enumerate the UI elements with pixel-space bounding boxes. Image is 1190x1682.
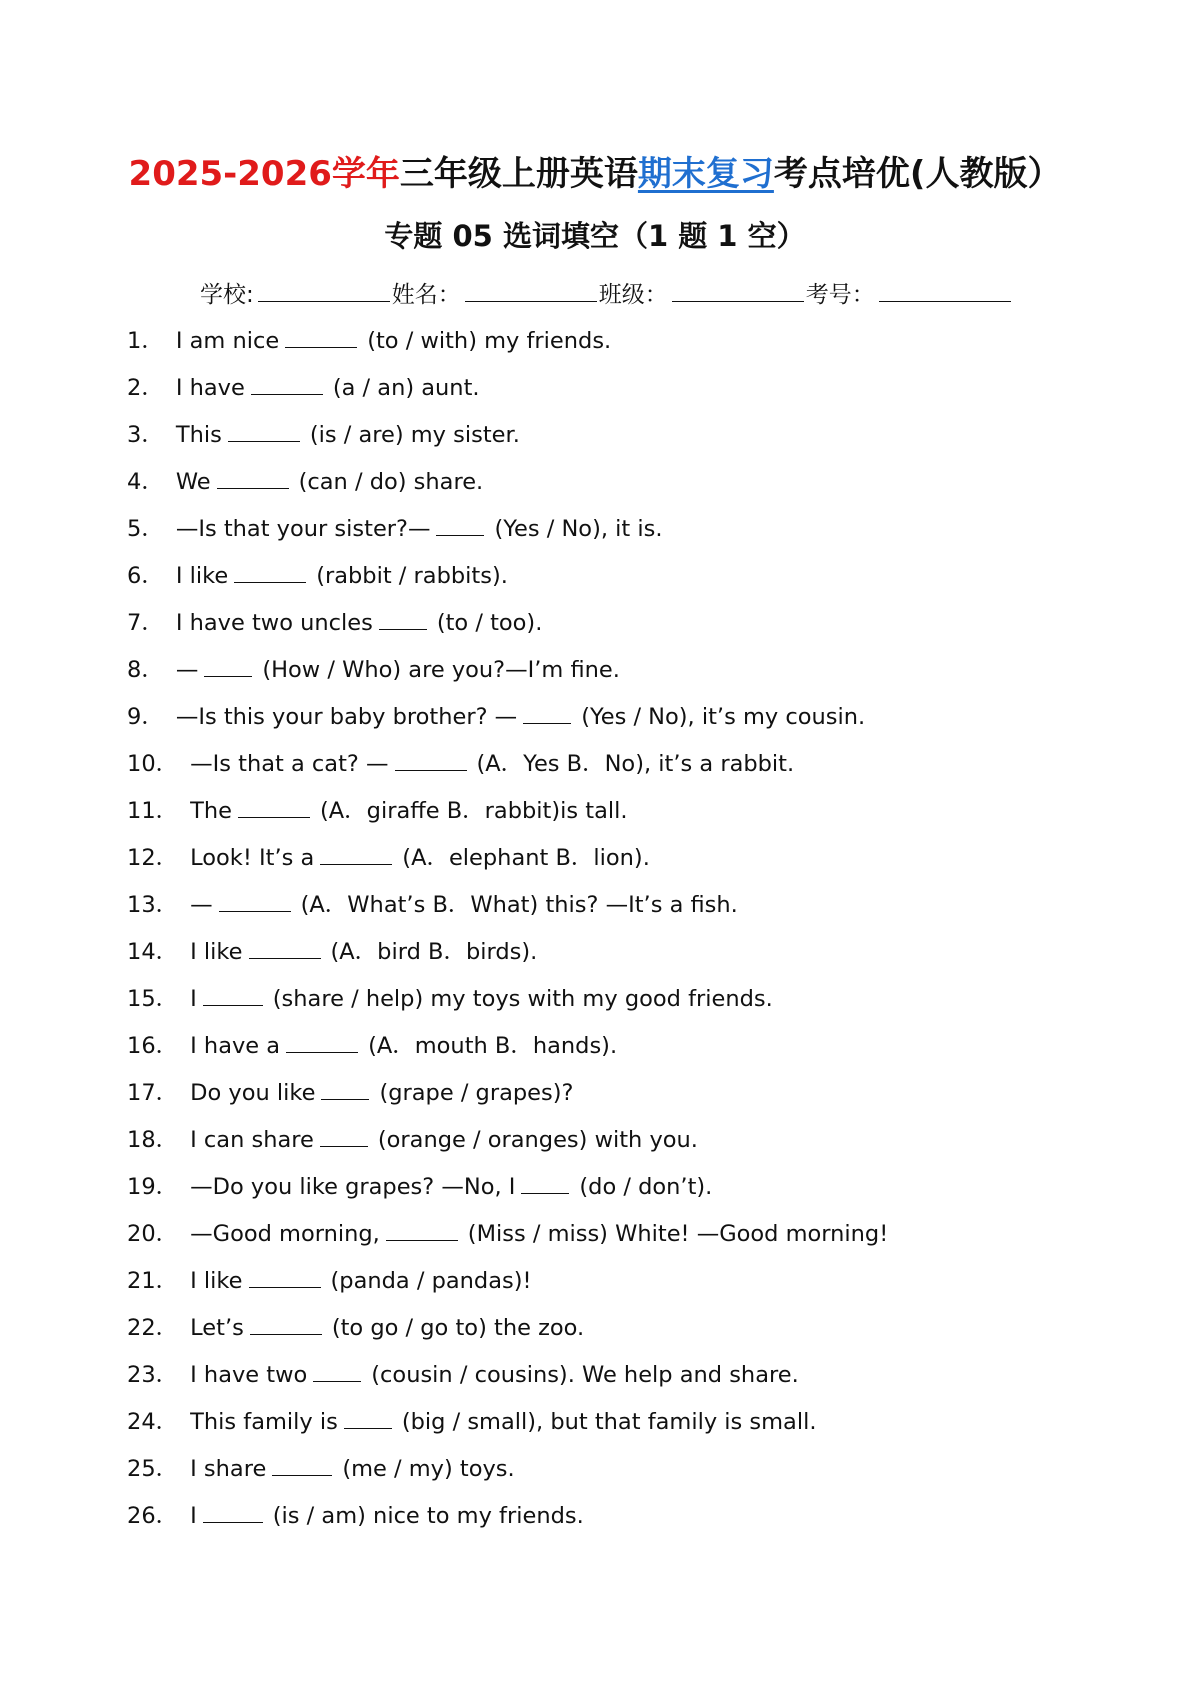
title-mid: 三年级上册英语 [399,154,638,194]
question-item [127,1496,1087,1543]
question-number: 19． [127,1174,179,1200]
school-label: 学校: [200,282,254,308]
answer-blank[interactable] [320,1128,368,1147]
question-text-after: (A．bird B．birds). [330,939,538,965]
question-text-before: I have [175,375,245,401]
question-text-before: I like [190,1268,243,1294]
question-text-before: I have two uncles [175,610,373,636]
question-text-after: (Yes / No), it’s my cousin. [581,704,866,730]
question-text-before: Look! It’s a [190,845,315,871]
question-text-before: —Good morning, [190,1221,380,1247]
question-text-before: I [190,1503,197,1529]
question-item [127,509,1087,556]
question-number: 15． [127,986,179,1012]
answer-blank[interactable] [238,799,310,818]
answer-blank[interactable] [379,611,427,630]
question-number: 11． [127,798,179,824]
question-text-before: —Do you like grapes? —No, I [190,1174,516,1200]
question-item [127,697,1087,744]
answer-blank[interactable] [521,1175,569,1194]
question-item [127,932,1087,979]
question-text-after: (share / help) my toys with my good friends. [272,986,773,1012]
school-input-line[interactable] [258,281,390,302]
question-text-before: —Is that a cat? — [190,751,389,777]
question-number: 26． [127,1503,179,1529]
answer-blank[interactable] [217,470,289,489]
question-text-before: This family is [190,1409,338,1435]
question-item [127,1120,1087,1167]
question-text-after: (A．mouth B．hands). [368,1033,618,1059]
question-item [127,603,1087,650]
question-item [127,1449,1087,1496]
question-number: 3． [127,422,164,448]
question-item [127,1214,1087,1261]
answer-blank[interactable] [395,752,467,771]
question-text-after: (a / an) aunt. [332,375,480,401]
question-item [127,415,1087,462]
question-text-after: (Miss / miss) White! —Good morning! [467,1221,889,1247]
question-item [127,838,1087,885]
question-text-after: (to / with) my friends. [367,328,612,354]
answer-blank[interactable] [249,940,321,959]
question-text-after: (panda / pandas)! [330,1268,532,1294]
name-label: 姓名： [391,282,461,308]
question-number: 18． [127,1127,179,1153]
question-item [127,368,1087,415]
question-number: 20． [127,1221,179,1247]
question-text-before: —Is that your sister?— [175,516,431,542]
question-item [127,744,1087,791]
question-text-after: (orange / oranges) with you. [377,1127,698,1153]
question-text-before: The [190,798,232,824]
question-text-before: I am nice [175,328,280,354]
number-input-line[interactable] [879,281,1011,302]
question-text-before: Let’s [190,1315,244,1341]
question-text-before: I can share [190,1127,314,1153]
question-text-before: — [175,657,199,683]
question-text-before: I share [190,1456,267,1482]
question-number: 9． [127,704,164,730]
question-item [127,1073,1087,1120]
question-text-after: (is / are) my sister. [309,422,520,448]
answer-blank[interactable] [234,564,306,583]
name-field [392,276,599,309]
question-text-after: (A．giraffe B．rabbit)is tall. [320,798,628,824]
question-item [127,1261,1087,1308]
answer-blank[interactable] [285,329,357,348]
school-field [200,276,392,309]
class-field [599,276,806,309]
number-field [806,276,1013,309]
question-text-after: (How / Who) are you?—I’m fine. [262,657,620,683]
question-item [127,791,1087,838]
question-number: 2． [127,375,164,401]
question-text-after: (grape / grapes)? [379,1080,574,1106]
question-text-after: (to go / go to) the zoo. [331,1315,585,1341]
question-number: 6． [127,563,164,589]
question-text-after: (Yes / No), it is. [494,516,663,542]
answer-blank[interactable] [219,893,291,912]
question-number: 4． [127,469,164,495]
class-label: 班级： [598,282,668,308]
answer-blank[interactable] [204,658,252,677]
question-item [127,1308,1087,1355]
student-info-row [200,276,1013,309]
question-item [127,1402,1087,1449]
question-number: 5． [127,516,164,542]
question-number: 12． [127,845,179,871]
question-number: 8． [127,657,164,683]
answer-blank[interactable] [344,1410,392,1429]
question-item [127,556,1087,603]
answer-blank[interactable] [203,1504,263,1523]
question-item [127,885,1087,932]
question-text-after: (can / do) share. [298,469,484,495]
question-number: 25． [127,1456,179,1482]
question-number: 1． [127,328,164,354]
question-number: 16． [127,1033,179,1059]
question-text-after: (do / don’t). [579,1174,713,1200]
answer-blank[interactable] [203,987,263,1006]
name-input-line[interactable] [465,281,597,302]
answer-blank[interactable] [250,1316,322,1335]
question-item [127,1026,1087,1073]
title-year-word: 学年 [331,154,400,194]
answer-blank[interactable] [436,517,484,536]
title-highlight: 期末复习 [637,154,774,194]
question-text-before: — [190,892,213,918]
answer-blank[interactable] [320,846,392,865]
answer-blank[interactable] [386,1222,458,1241]
answer-blank[interactable] [251,376,323,395]
question-number: 24． [127,1409,179,1435]
question-item [127,321,1087,368]
question-text-after: (A．What’s B．What) this? —It’s a fish. [300,892,738,918]
question-number: 13． [127,892,179,918]
question-text-after: (me / my) toys. [342,1456,515,1482]
question-text-after: (to / too). [436,610,543,636]
question-text-after: (cousin / cousins). We help and share. [371,1362,799,1388]
answer-blank[interactable] [286,1034,358,1053]
question-text-before: I [190,986,197,1012]
answer-blank[interactable] [272,1457,332,1476]
answer-blank[interactable] [249,1269,321,1288]
question-item [127,979,1087,1026]
class-input-line[interactable] [672,281,804,302]
title-end: 考点培优(人教版） [773,154,1062,194]
answer-blank[interactable] [313,1363,361,1382]
question-number: 7． [127,610,164,636]
question-item [127,1355,1087,1402]
question-text-after: (A．Yes B．No), it’s a rabbit. [476,751,795,777]
question-text-before: I have a [190,1033,281,1059]
question-list [127,321,1087,1543]
question-number: 10． [127,751,179,777]
question-number: 17． [127,1080,179,1106]
question-text-after: (rabbit / rabbits). [316,563,508,589]
question-number: 21． [127,1268,179,1294]
question-text-before: I like [175,563,229,589]
question-number: 14． [127,939,179,965]
question-number: 23． [127,1362,179,1388]
question-text-before: I like [190,939,243,965]
question-text-before: We [175,469,211,495]
question-text-before: I have two [190,1362,308,1388]
question-item [127,650,1087,697]
question-text-before: —Is this your baby brother? — [175,704,518,730]
answer-blank[interactable] [228,423,300,442]
question-text-after: (big / small), but that family is small. [401,1409,817,1435]
answer-blank[interactable] [321,1081,369,1100]
question-item [127,1167,1087,1214]
number-label: 考号： [805,282,875,308]
question-text-before: Do you like [190,1080,316,1106]
question-text-after: (is / am) nice to my friends. [272,1503,584,1529]
question-number: 22． [127,1315,179,1341]
question-item [127,462,1087,509]
answer-blank[interactable] [523,705,571,724]
question-text-before: This [175,422,222,448]
title-years: 2025-2026 [128,154,332,194]
page-title [0,146,1190,195]
question-text-after: (A．elephant B．lion). [402,845,650,871]
page-subtitle: 专题 05 选词填空（1 题 1 空） [384,219,806,253]
